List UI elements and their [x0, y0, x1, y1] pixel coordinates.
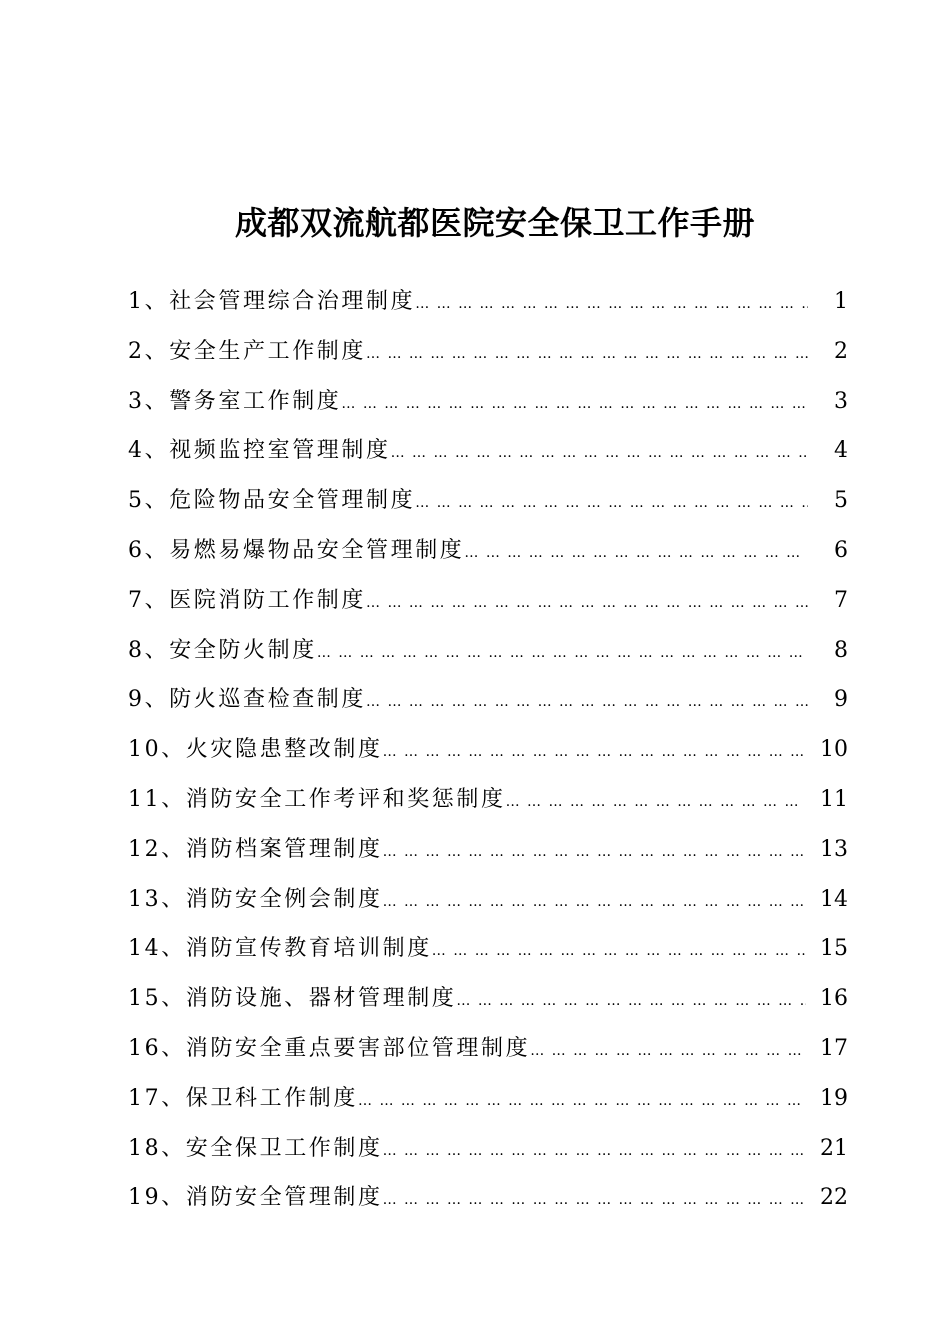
toc-entry-title: 5、危险物品安全管理制度 — [128, 488, 416, 514]
toc-entry-title: 14、消防宣传教育培训制度 — [128, 936, 432, 962]
dot-leader — [464, 533, 808, 573]
dot-leader — [358, 1081, 806, 1121]
toc-entry — [128, 1178, 848, 1228]
toc-entry-title: 18、安全保卫工作制度 — [128, 1135, 383, 1161]
toc-page-number: 11 — [820, 786, 848, 812]
toc-entry — [128, 581, 848, 631]
toc-entry — [128, 631, 848, 681]
toc-entry — [128, 929, 848, 979]
toc-entry — [128, 332, 848, 382]
toc-page-number: 4 — [834, 438, 848, 464]
toc-page-number: 14 — [820, 886, 848, 912]
toc-entry — [128, 730, 848, 780]
toc-entry-title: 13、消防安全例会制度 — [128, 886, 383, 912]
toc-page-number: 22 — [820, 1185, 848, 1211]
toc-entry-title: 9、防火巡查检查制度 — [128, 687, 366, 713]
toc-page-number: 5 — [834, 488, 848, 514]
dot-leader — [383, 1131, 806, 1171]
toc-entry-title: 2、安全生产工作制度 — [128, 338, 366, 364]
toc-page-number: 7 — [834, 587, 848, 613]
toc-entry — [128, 780, 848, 830]
dot-leader — [366, 682, 808, 722]
toc-entry-title: 4、视频监控室管理制度 — [128, 438, 391, 464]
toc-entry-title: 11、消防安全工作考评和奖惩制度 — [128, 786, 506, 812]
toc-page-number: 2 — [834, 338, 848, 364]
toc-entry — [128, 282, 848, 332]
toc-page-number: 13 — [820, 836, 848, 862]
dot-leader — [383, 1180, 806, 1220]
dot-leader — [415, 284, 808, 324]
dot-leader — [506, 782, 806, 822]
toc-entry — [128, 979, 848, 1029]
toc-entry — [128, 1129, 848, 1179]
toc-entry-title: 10、火灾隐患整改制度 — [128, 737, 383, 763]
toc-page-number: 6 — [834, 537, 848, 563]
dot-leader — [456, 981, 806, 1021]
toc-page-number: 8 — [834, 637, 848, 663]
toc-entry — [128, 382, 848, 432]
toc-entry — [128, 880, 848, 930]
dot-leader — [383, 732, 806, 772]
dot-leader — [366, 334, 808, 374]
toc-entry — [128, 481, 848, 531]
dot-leader — [391, 433, 808, 473]
dot-leader — [432, 931, 806, 971]
dot-leader — [317, 633, 808, 673]
toc-entry-title: 12、消防档案管理制度 — [128, 836, 383, 862]
toc-entry-title: 8、安全防火制度 — [128, 637, 317, 663]
toc-page-number: 19 — [820, 1085, 848, 1111]
toc-page-number: 21 — [820, 1135, 848, 1161]
toc-entry-title: 6、易燃易爆物品安全管理制度 — [128, 537, 465, 563]
toc-entry-title: 19、消防安全管理制度 — [128, 1185, 383, 1211]
dot-leader — [383, 832, 806, 872]
toc-entry-title: 17、保卫科工作制度 — [128, 1085, 358, 1111]
toc-page-number: 3 — [834, 388, 848, 414]
toc-page-number: 16 — [820, 986, 848, 1012]
toc-entry — [128, 431, 848, 481]
toc-entry-title: 1、社会管理综合治理制度 — [128, 289, 416, 314]
dot-leader — [366, 583, 808, 623]
toc-entry-title: 3、警务室工作制度 — [128, 388, 342, 414]
dot-leader — [530, 1031, 806, 1071]
toc-entry — [128, 1029, 848, 1079]
toc-page-number: 9 — [834, 687, 848, 713]
toc-page-number: 1 — [834, 289, 848, 314]
toc-entry-title: 16、消防安全重点要害部位管理制度 — [128, 1035, 531, 1061]
dot-leader — [383, 882, 806, 922]
toc-entry-title: 7、医院消防工作制度 — [128, 587, 366, 613]
toc-page-number: 17 — [820, 1035, 848, 1061]
dot-leader — [415, 483, 808, 523]
dot-leader — [341, 384, 808, 424]
toc-entry-title: 15、消防设施、器材管理制度 — [128, 986, 457, 1012]
toc-page-number: 15 — [820, 936, 848, 962]
toc-entry — [128, 531, 848, 581]
toc-entry — [128, 830, 848, 880]
table-of-contents — [128, 282, 848, 1228]
toc-entry — [128, 680, 848, 730]
document-title: 成都双流航都医院安全保卫工作手册 — [234, 204, 755, 243]
toc-page-number: 10 — [820, 737, 848, 763]
toc-entry — [128, 1079, 848, 1129]
